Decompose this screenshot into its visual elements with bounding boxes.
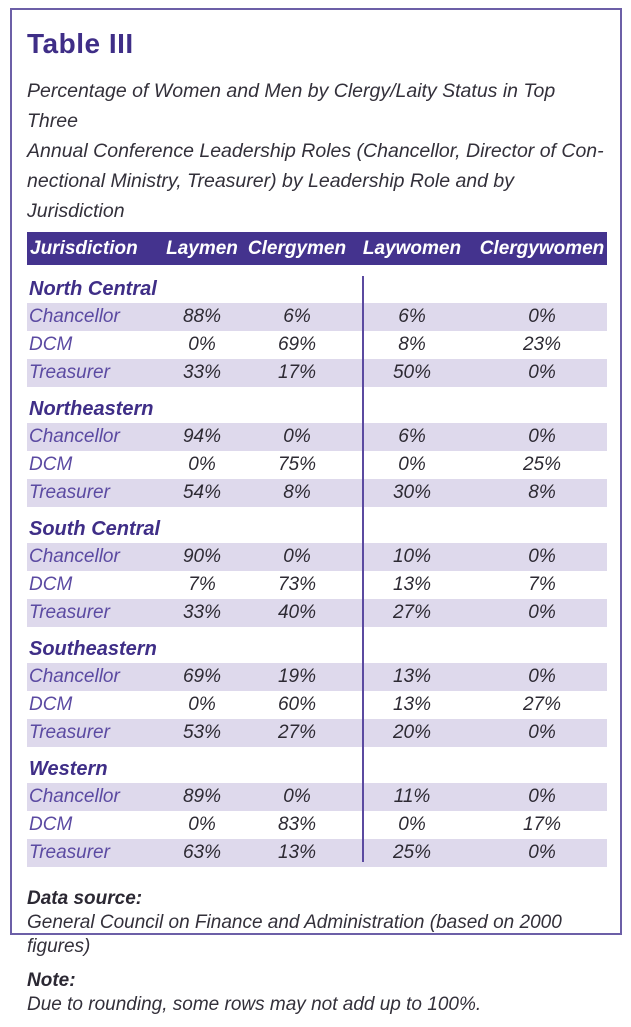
percentage-value: 17% xyxy=(522,814,562,835)
table-row xyxy=(27,543,607,571)
percentage-value: 23% xyxy=(522,334,562,355)
note-text: Due to rounding, some rows may not add up to 100%. xyxy=(27,994,482,1015)
percentage-value: 69% xyxy=(182,666,222,687)
percentage-value: 25% xyxy=(392,842,432,863)
percentage-value: 89% xyxy=(182,786,222,807)
role-label: Chancellor xyxy=(29,426,120,447)
column-header-clergywomen: Clergywomen xyxy=(479,237,605,259)
table-row xyxy=(27,663,607,691)
percentage-value: 8% xyxy=(528,482,556,503)
percentage-value: 60% xyxy=(277,694,317,715)
role-label: DCM xyxy=(29,814,73,835)
percentage-value: 20% xyxy=(392,722,432,743)
role-label: DCM xyxy=(29,454,73,475)
percentage-value: 94% xyxy=(182,426,222,447)
table-row xyxy=(27,839,607,867)
subtitle-line-3: nectional Ministry, Treasurer) by Leadership Role and by Jurisdiction xyxy=(27,170,515,222)
role-label: Treasurer xyxy=(29,482,110,503)
table-sections xyxy=(27,273,607,867)
percentage-value: 33% xyxy=(182,362,222,383)
subtitle-line-1: Percentage of Women and Men by Clergy/Laity Status in Top Three xyxy=(27,80,556,132)
table-row xyxy=(27,423,607,451)
role-label: Treasurer xyxy=(29,842,110,863)
percentage-value: 0% xyxy=(528,722,556,743)
percentage-value: 73% xyxy=(277,574,317,595)
table-subtitle xyxy=(27,76,607,226)
subtitle-line-2: Annual Conference Leadership Roles (Chancellor, Director of Con- xyxy=(27,140,604,162)
percentage-value: 0% xyxy=(528,306,556,327)
page-title: Table III xyxy=(27,28,134,59)
percentage-value: 6% xyxy=(398,306,426,327)
role-label: DCM xyxy=(29,334,73,355)
table-row xyxy=(27,811,607,839)
percentage-value: 90% xyxy=(182,546,222,567)
percentage-value: 40% xyxy=(277,602,317,623)
table-row xyxy=(27,783,607,811)
percentage-value: 0% xyxy=(528,362,556,383)
jurisdiction-section xyxy=(27,753,607,867)
note-label: Note: xyxy=(27,970,76,991)
table-row xyxy=(27,359,607,387)
percentage-value: 0% xyxy=(528,546,556,567)
percentage-value: 63% xyxy=(182,842,222,863)
percentage-value: 8% xyxy=(283,482,311,503)
table-content xyxy=(27,10,607,1027)
percentage-value: 30% xyxy=(392,482,432,503)
percentage-value: 6% xyxy=(283,306,311,327)
data-source-block xyxy=(27,887,607,959)
role-label: Chancellor xyxy=(29,666,120,687)
percentage-value: 50% xyxy=(392,362,432,383)
percentage-value: 53% xyxy=(182,722,222,743)
percentage-value: 33% xyxy=(182,602,222,623)
jurisdiction-name: Southeastern xyxy=(29,638,157,660)
jurisdiction-name: Northeastern xyxy=(29,398,154,420)
role-label: Chancellor xyxy=(29,786,120,807)
percentage-value: 0% xyxy=(188,454,216,475)
percentage-value: 0% xyxy=(398,454,426,475)
column-header-laywomen: Laywomen xyxy=(362,237,462,259)
table-row xyxy=(27,331,607,359)
percentage-value: 88% xyxy=(182,306,222,327)
role-label: DCM xyxy=(29,694,73,715)
percentage-value: 0% xyxy=(188,814,216,835)
table-row xyxy=(27,719,607,747)
percentage-value: 27% xyxy=(277,722,317,743)
percentage-value: 0% xyxy=(283,426,311,447)
table-column-divider xyxy=(362,276,364,862)
role-label: Chancellor xyxy=(29,546,120,567)
percentage-value: 11% xyxy=(393,786,431,807)
jurisdiction-section xyxy=(27,513,607,627)
percentage-value: 27% xyxy=(392,602,432,623)
role-label: Treasurer xyxy=(29,722,110,743)
column-header-clergymen: Clergymen xyxy=(247,237,347,259)
percentage-value: 13% xyxy=(277,842,317,863)
percentage-value: 0% xyxy=(398,814,426,835)
table-row xyxy=(27,691,607,719)
percentage-value: 75% xyxy=(277,454,317,475)
percentage-value: 6% xyxy=(398,426,426,447)
column-header-laymen: Laymen xyxy=(166,237,238,259)
percentage-value: 0% xyxy=(528,426,556,447)
role-label: DCM xyxy=(29,574,73,595)
jurisdiction-section xyxy=(27,633,607,747)
table-row xyxy=(27,479,607,507)
table-row xyxy=(27,451,607,479)
percentage-value: 0% xyxy=(528,786,556,807)
percentage-value: 17% xyxy=(277,362,317,383)
table-row xyxy=(27,303,607,331)
percentage-value: 54% xyxy=(182,482,222,503)
percentage-value: 0% xyxy=(528,602,556,623)
percentage-value: 13% xyxy=(392,694,432,715)
percentage-value: 13% xyxy=(392,666,432,687)
jurisdiction-name: North Central xyxy=(29,278,157,300)
table-frame xyxy=(10,8,622,1015)
percentage-value: 83% xyxy=(277,814,317,835)
column-header-jurisdiction: Jurisdiction xyxy=(30,237,138,259)
percentage-value: 7% xyxy=(528,574,556,595)
percentage-value: 10% xyxy=(392,546,432,567)
table-header-row xyxy=(27,232,607,265)
percentage-value: 7% xyxy=(188,574,216,595)
percentage-value: 0% xyxy=(188,334,216,355)
table-row xyxy=(27,571,607,599)
table-footer xyxy=(27,887,607,1017)
percentage-value: 0% xyxy=(188,694,216,715)
percentage-value: 19% xyxy=(277,666,317,687)
jurisdiction-name: Western xyxy=(29,758,108,780)
percentage-value: 0% xyxy=(528,842,556,863)
jurisdiction-name: South Central xyxy=(29,518,161,540)
note-block xyxy=(27,969,607,1017)
jurisdiction-section xyxy=(27,393,607,507)
data-source-text: General Council on Finance and Administration (based on 2000 figures) xyxy=(27,912,562,957)
percentage-value: 13% xyxy=(392,574,432,595)
role-label: Chancellor xyxy=(29,306,120,327)
role-label: Treasurer xyxy=(29,362,110,383)
role-label: Treasurer xyxy=(29,602,110,623)
percentage-value: 69% xyxy=(277,334,317,355)
percentage-value: 8% xyxy=(398,334,426,355)
table-row xyxy=(27,599,607,627)
percentage-value: 27% xyxy=(522,694,562,715)
jurisdiction-section xyxy=(27,273,607,387)
percentage-value: 0% xyxy=(283,546,311,567)
percentage-value: 0% xyxy=(528,666,556,687)
percentage-value: 0% xyxy=(283,786,311,807)
percentage-value: 25% xyxy=(522,454,562,475)
data-source-label: Data source: xyxy=(27,888,143,909)
